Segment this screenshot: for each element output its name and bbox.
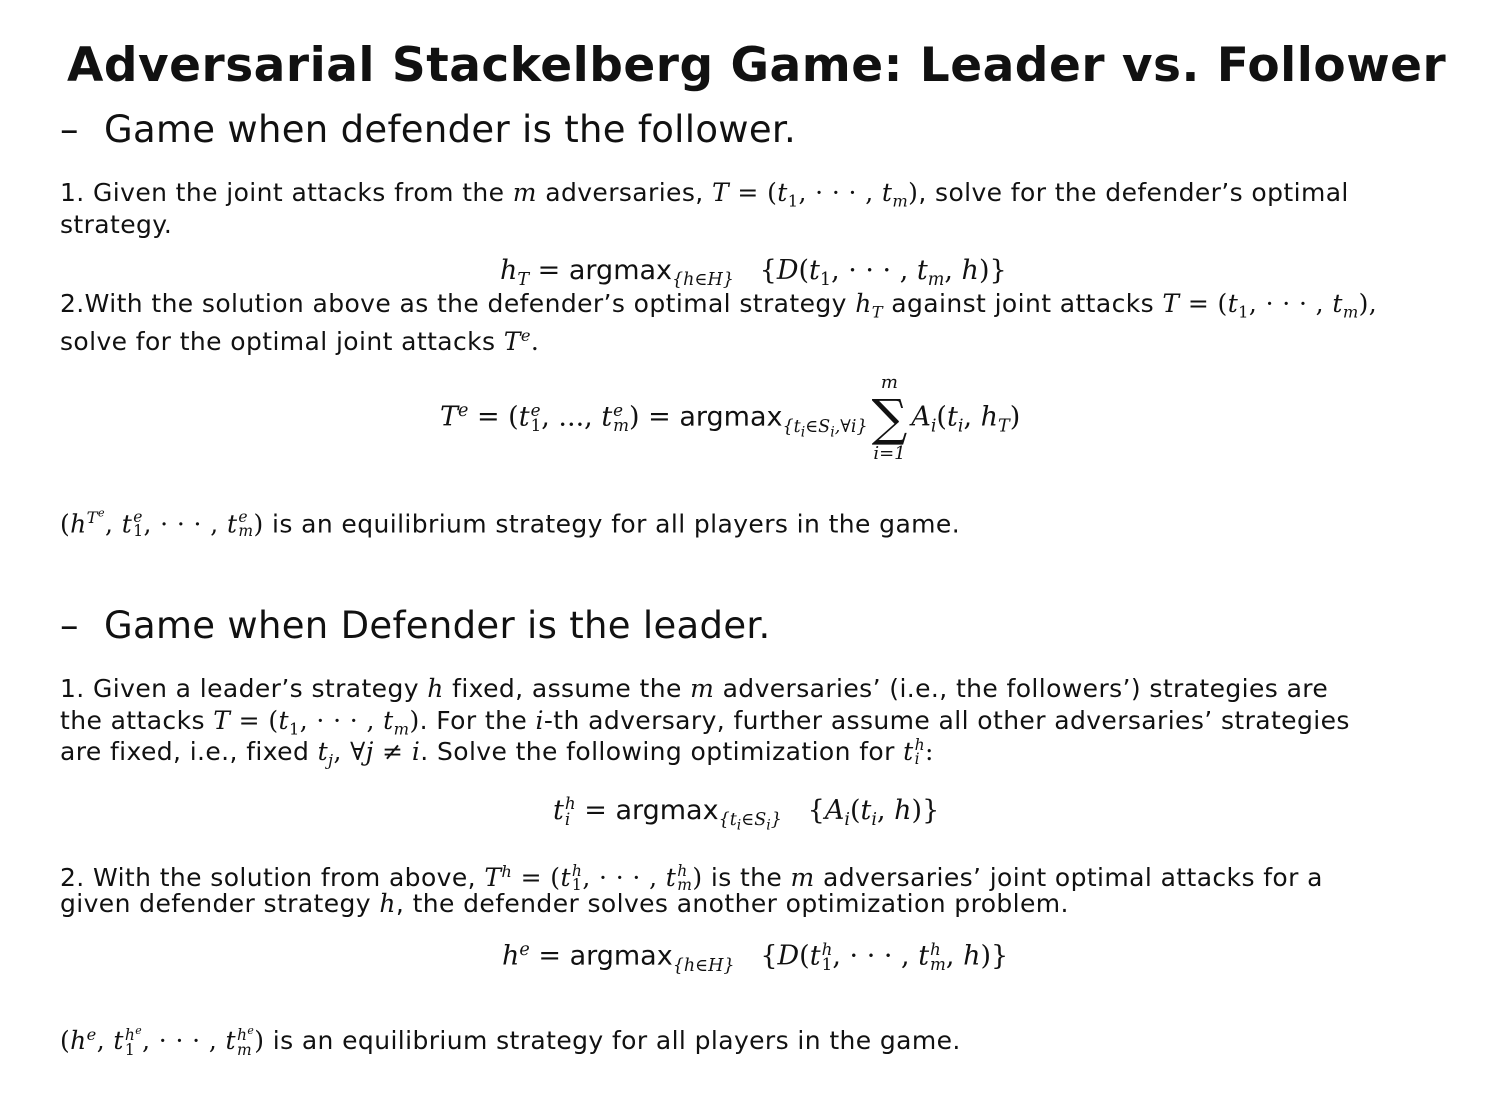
summation-symbol: m ∑ i=1: [871, 372, 908, 464]
section-heading-leader: [60, 604, 771, 647]
leader-step-1-line-2: the attacks $T = (t_1$, · · · , $t_m$). For the i-th adversary, further assume all other adversaries’ strategies: [60, 706, 1350, 739]
step-1-line-1: 1. Given the joint attacks from the m adversaries, $T = (t_1$, · · · , $t_m$), solve for the defender’s optimal: [60, 178, 1349, 211]
equation-h-T: $h_T = argmax_{\{h\in H\}}$ {$D(t_1$, · · · , $t_m$, h)}: [500, 255, 1007, 291]
dash-bullet: –: [60, 108, 79, 151]
step-2-line-2: solve for the optimal joint attacks $T^e$.: [60, 326, 540, 356]
section-heading-follower: [60, 108, 796, 151]
section-heading-text: Game when defender is the follower.: [104, 108, 797, 151]
step-2-line-1: 2.With the solution above as the defender’s optimal strategy $h_T$ against joint attacks $T = (t_1$, · · · , $t_m$),: [60, 289, 1378, 322]
leader-step-2-line-1: 2. With the solution from above, $T^h = (t$ h 1 , · · · , t h m ) is the m adversaries’ joint optimal attacks for a: [60, 862, 1323, 894]
equilibrium-follower: ($h^{T^e}$, t e 1 , · · · , t e m ) is an equilibrium strategy for all players in the game.: [60, 506, 961, 541]
page-title: Adversarial Stackelberg Game: Leader vs. Follower: [67, 38, 1447, 93]
leader-step-2-line-2: given defender strategy h, the defender solves another optimization problem.: [60, 889, 1069, 918]
dash-bullet: –: [60, 604, 79, 647]
equation-T-e: $T^e = (t$ e 1 , ..., t e m ) = argmax$_{\{t_i\in S_i,\forall i\}}$ m ∑ i=1 $A_i(t_i$, $h_T$): [440, 372, 1021, 464]
step-1-line-2: strategy.: [60, 210, 173, 239]
leader-step-1-line-1: 1. Given a leader’s strategy h fixed, assume the m adversaries’ (i.e., the followers’) strategies are: [60, 674, 1329, 703]
equation-t-h: t h i = argmax$_{\{t_i\in S_i\}}$ {$A_i(t_i$, h)}: [553, 793, 940, 834]
section-heading-text: Game when Defender is the leader.: [104, 604, 771, 647]
equilibrium-leader: ($h^e$, t $h^e$ 1 , · · · , t $h^e$ m ) is an equilibrium strategy for all players in the game.: [60, 1024, 961, 1059]
equation-h-e: $h^e = argmax_{\{h\in H\}}$ {D(t h 1 , · · · , t h m , h)}: [502, 939, 1009, 976]
leader-step-1-line-3: are fixed, i.e., fixed $t_j$, ∀j ≠ i. Solve the following optimization for t h i :: [60, 736, 934, 770]
